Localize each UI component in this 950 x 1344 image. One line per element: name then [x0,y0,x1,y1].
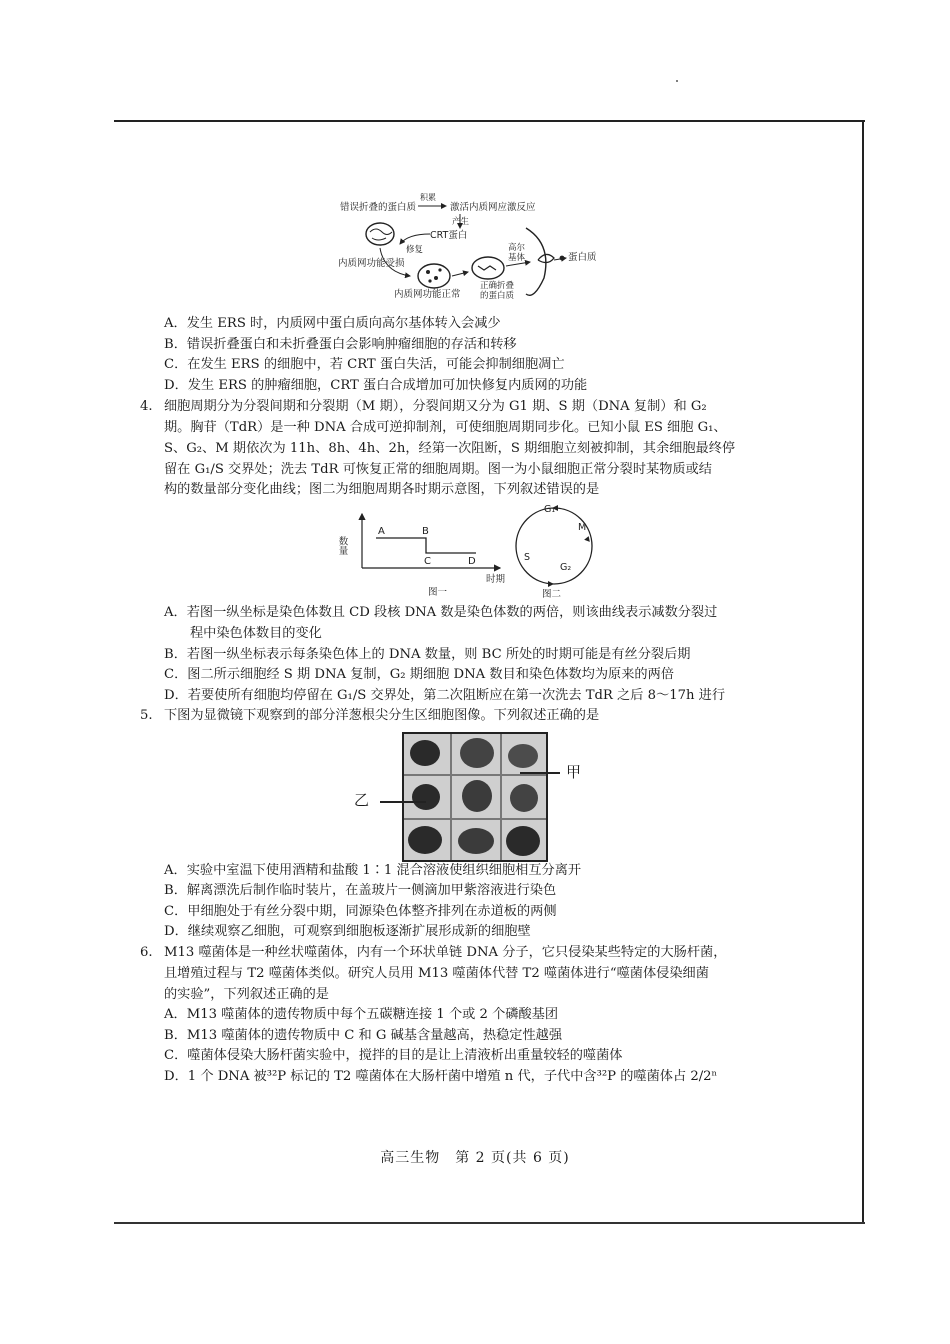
q4-stem-line-5: 构的数量部分变化曲线；图二为细胞周期各时期示意图，下列叙述错误的是 [164,482,600,497]
q6-option-d: D．1 个 DNA 被³²P 标记的 T2 噬菌体在大肠杆菌中增殖 n 代，子代中含³²P 的噬菌体占 2/2ⁿ [164,1069,718,1084]
label-correct-folded-1: 正确折叠 [480,281,515,291]
q3-option-b: B．错误折叠蛋白和未折叠蛋白会影响肿瘤细胞的存活和转移 [164,337,517,352]
label-crt: CRT蛋白 [430,230,468,241]
q3-option-d: D．发生 ERS 的肿瘤细胞，CRT 蛋白合成增加可加快修复内质网的功能 [164,378,588,393]
label-correct-folded-2: 的蛋白质 [480,291,515,301]
q6-option-a: A．M13 噬菌体的遗传物质中每个五碳糖连接 1 个或 2 个磷酸基团 [164,1007,559,1022]
fig2-label-g1: G₁ [544,504,556,515]
label-golgi-2: 基体 [508,253,526,263]
q6-option-b: B．M13 噬菌体的遗传物质中 C 和 G 碱基含量越高，热稳定性越强 [164,1028,563,1043]
page-footer: 高三生物 第 2 页(共 6 页) [380,1150,570,1166]
q4-option-a-cont: 程中染色体数目的变化 [190,626,322,641]
q4-stem-line-1: 细胞周期分为分裂间期和分裂期（M 期），分裂间期又分为 G1 期、S 期（DNA 复制）和 G₂ [164,399,707,414]
q5-stem: 下图为显微镜下观察到的部分洋葱根尖分生区细胞图像。下列叙述正确的是 [164,708,600,723]
pointer-line-yi [380,801,426,803]
fig2-label-g2: G₂ [560,562,572,573]
q4-option-d: D．若要使所有细胞均停留在 G₁/S 交界处，第二次阻断应在第一次洗去 TdR 之后 8～17h 进行 [164,688,726,703]
label-jia: 甲 [566,763,582,781]
fig2-label-m: M [578,522,587,533]
q4-option-b: B．若图一纵坐标表示每条染色体上的 DNA 数量，则 BC 所处的时期可能是有丝分裂后期 [164,647,691,662]
q5-option-c: C．甲细胞处于有丝分裂中期，同源染色体整齐排列在赤道板的两侧 [164,904,557,919]
q6-stem-line-3: 的实验”，下列叙述正确的是 [164,987,329,1002]
fig1-ylabel: 数量 [336,536,348,555]
q5-option-d: D．继续观察乙细胞，可观察到细胞板逐渐扩展形成新的细胞壁 [164,924,531,939]
fig1-label-b: B [422,526,429,537]
label-activate: 激活内质网应激反应 [450,202,536,213]
label-er-damaged: 内质网功能受损 [338,258,405,269]
figure-1-graph [336,506,510,598]
label-yi: 乙 [354,791,370,809]
label-er-normal: 内质网功能正常 [394,289,461,300]
ers-pathway-diagram [330,188,620,306]
q4-stem-line-3: S、G₂、M 期依次为 11h、8h、4h、2h，经第一次阻断，S 期细胞立刻被抑制，其余细胞最终停 [164,441,736,456]
fig2-label-s: S [524,552,531,563]
figure-2-cell-cycle [508,500,608,600]
q6-stem-line-2: 且增殖过程与 T2 噬菌体类似。研究人员用 M13 噬菌体代替 T2 噬菌体进行“噬菌体侵染细菌 [164,966,709,981]
q4-stem-line-4: 留在 G₁/S 交界处；洗去 TdR 可恢复正常的细胞周期。图一为小鼠细胞正常分裂时某物质或结 [164,462,712,477]
fig1-label-d: D [468,556,476,567]
q3-option-a: A．发生 ERS 时，内质网中蛋白质向高尔基体转入会减少 [164,316,501,331]
label-accumulate: 积累 [420,193,436,202]
normal-er-shape [418,264,450,288]
fig1-label-a: A [378,526,385,537]
label-protein: 蛋白质 [568,252,597,263]
fig2-caption: 图二 [542,589,562,600]
scan-speck [676,80,678,82]
q4-option-c: C．图二所示细胞经 S 期 DNA 复制，G₂ 期细胞 DNA 数目和染色体数均为原来的两倍 [164,667,674,682]
pointer-line-jia [520,772,560,774]
q4-option-a: A．若图一纵坐标是染色体数且 CD 段核 DNA 数是染色体数的两倍，则该曲线表示减数分裂过 [164,605,718,620]
page-border-bottom [114,1222,865,1224]
q5-option-a: A．实验中室温下使用酒精和盐酸 1∶1 混合溶液使组织细胞相互分离开 [164,863,582,878]
q4-stem-line-2: 期。胸苷（TdR）是一种 DNA 合成可逆抑制剂，可使细胞周期同步化。已知小鼠 ES 细胞 G₁、 [164,420,727,435]
page-border-right [862,120,864,1224]
label-repair: 修复 [406,245,424,255]
q5-option-b: B．解离漂洗后制作临时装片，在盖玻片一侧滴加甲紫溶液进行染色 [164,883,557,898]
q6-number: 6. [140,945,153,960]
fig1-label-c: C [424,556,431,567]
fig1-caption: 图一 [428,587,448,598]
label-golgi-1: 高尔 [508,243,526,253]
q4-number: 4. [140,399,153,414]
q6-option-c: C．噬菌体侵染大肠杆菌实验中，搅拌的目的是让上清液析出重量较轻的噬菌体 [164,1048,623,1063]
label-misfolded: 错误折叠的蛋白质 [340,202,417,213]
q5-number: 5. [140,708,153,723]
fig1-xlabel: 时期 [486,574,506,585]
onion-root-tip-micrograph [402,732,548,862]
label-produce: 产生 [452,217,470,227]
fig1-curve [376,538,476,553]
page-border-top [114,120,865,122]
q6-stem-line-1: M13 噬菌体是一种丝状噬菌体，内有一个环状单链 DNA 分子，它只侵染某些特定的大肠杆菌， [164,945,727,960]
q3-option-c: C．在发生 ERS 的细胞中，若 CRT 蛋白失活，可能会抑制细胞凋亡 [164,357,565,372]
